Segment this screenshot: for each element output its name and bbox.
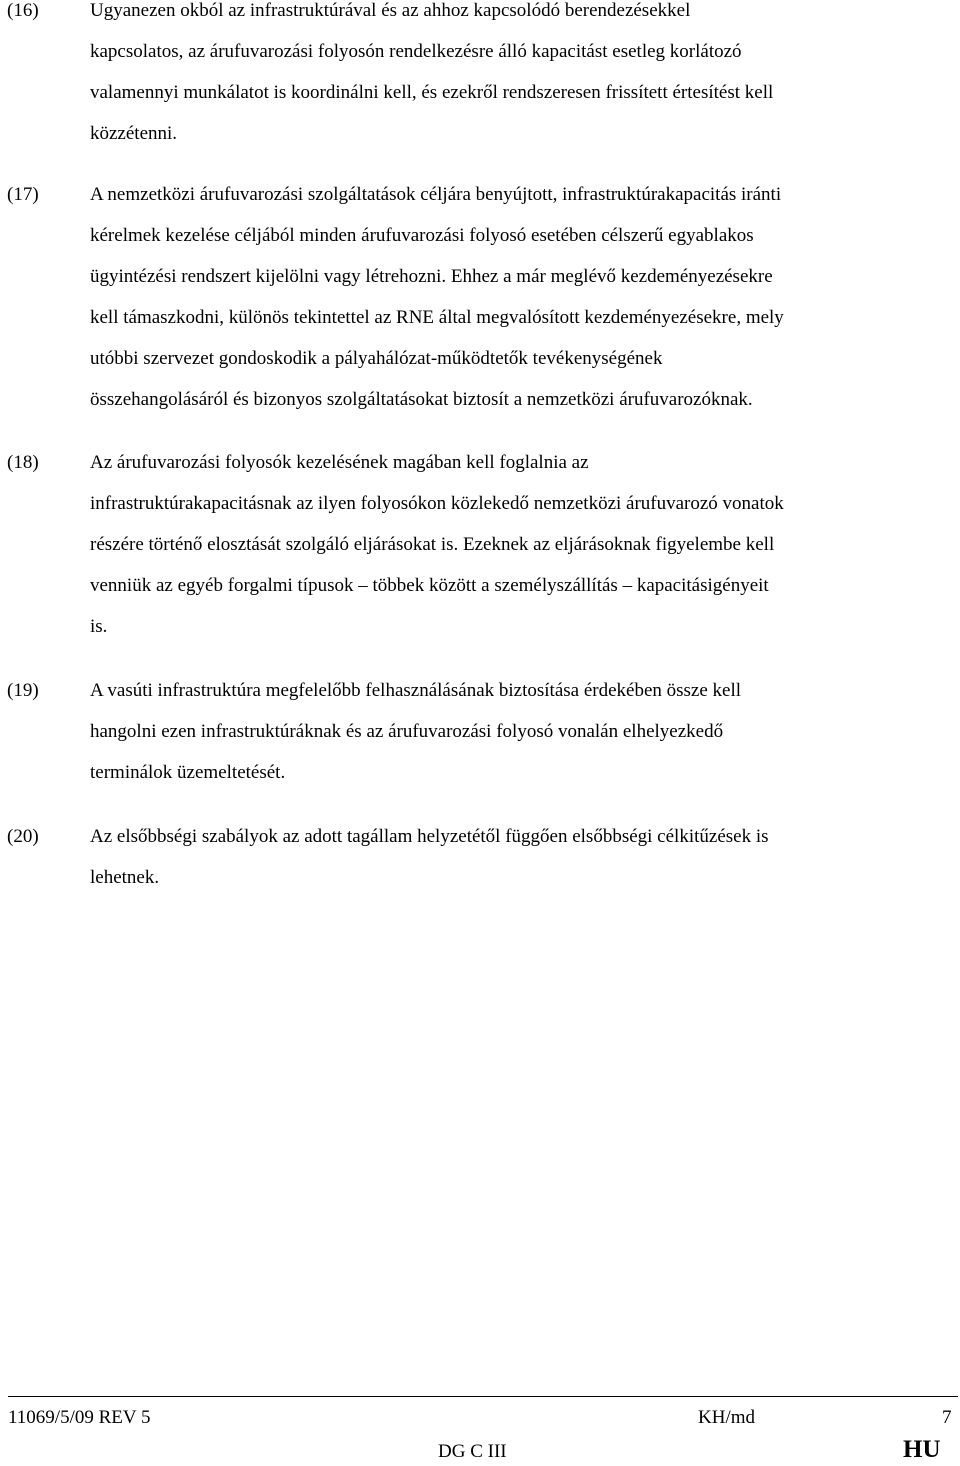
text-line: lehetnek.: [90, 867, 160, 888]
text-line: hangolni ezen infrastruktúráknak és az árufuvarozási folyosó vonalán elhelyezkedő: [90, 721, 724, 742]
recital-text: [90, 0, 956, 154]
text-line: ügyintézési rendszert kijelölni vagy létrehozni. Ehhez a már meglévő kezdeményezésekre: [90, 266, 773, 287]
text-line: összehangolásáról és bizonyos szolgáltatásokat biztosít a nemzetközi árufuvarozóknak.: [90, 389, 753, 410]
recital-text: [90, 442, 956, 647]
recital-number: (17): [7, 184, 39, 205]
recital-number: (20): [7, 826, 39, 847]
text-line: utóbbi szervezet gondoskodik a pályahálózat-működtetők tevékenységének: [90, 348, 663, 369]
recital-text: [90, 670, 956, 793]
text-line: terminálok üzemeltetését.: [90, 762, 286, 783]
text-line: közzétenni.: [90, 123, 178, 144]
text-line: Az elsőbbségi szabályok az adott tagállam helyzetétől függően elsőbbségi célkitűzések is: [90, 826, 769, 847]
language-code: HU: [903, 1436, 941, 1463]
text-line: kapcsolatos, az árufuvarozási folyosón rendelkezésre álló kapacitást esetleg korlátozó: [90, 41, 742, 62]
text-line: A vasúti infrastruktúra megfelelőbb felhasználásának biztosítása érdekében össze kell: [90, 680, 742, 701]
directorate-code: DG C III: [438, 1441, 507, 1462]
page-number: 7: [942, 1407, 952, 1428]
document-reference: 11069/5/09 REV 5: [8, 1407, 151, 1428]
recital-text: [90, 816, 956, 898]
recital-number: (19): [7, 680, 39, 701]
text-line: részére történő elosztását szolgáló eljárásokat is. Ezeknek az eljárásoknak figyelembe kell: [90, 534, 775, 555]
text-line: kérelmek kezelése céljából minden árufuvarozási folyosó esetében célszerű egyablakos: [90, 225, 754, 246]
footer-divider: [8, 1396, 958, 1397]
text-line: kell támaszkodni, különös tekintettel az RNE által megvalósított kezdeményezésekre, mely: [90, 307, 784, 328]
author-initials: KH/md: [698, 1407, 755, 1428]
text-line: is.: [90, 616, 108, 637]
text-line: valamennyi munkálatot is koordinálni kell, és ezekről rendszeresen frissített értesítést kell: [90, 82, 774, 103]
text-line: Ugyanezen okból az infrastruktúrával és az ahhoz kapcsolódó berendezésekkel: [90, 0, 691, 21]
recital-text: [90, 174, 956, 420]
text-line: A nemzetközi árufuvarozási szolgáltatások céljára benyújtott, infrastruktúrakapacitás iránti: [90, 184, 782, 205]
recital-number: (16): [7, 0, 39, 21]
text-line: venniük az egyéb forgalmi típusok – többek között a személyszállítás – kapacitásigényeit: [90, 575, 769, 596]
text-line: Az árufuvarozási folyosók kezelésének magában kell foglalnia az: [90, 452, 589, 473]
recital-number: (18): [7, 452, 39, 473]
text-line: infrastruktúrakapacitásnak az ilyen folyosókon közlekedő nemzetközi árufuvarozó vonatok: [90, 493, 784, 514]
